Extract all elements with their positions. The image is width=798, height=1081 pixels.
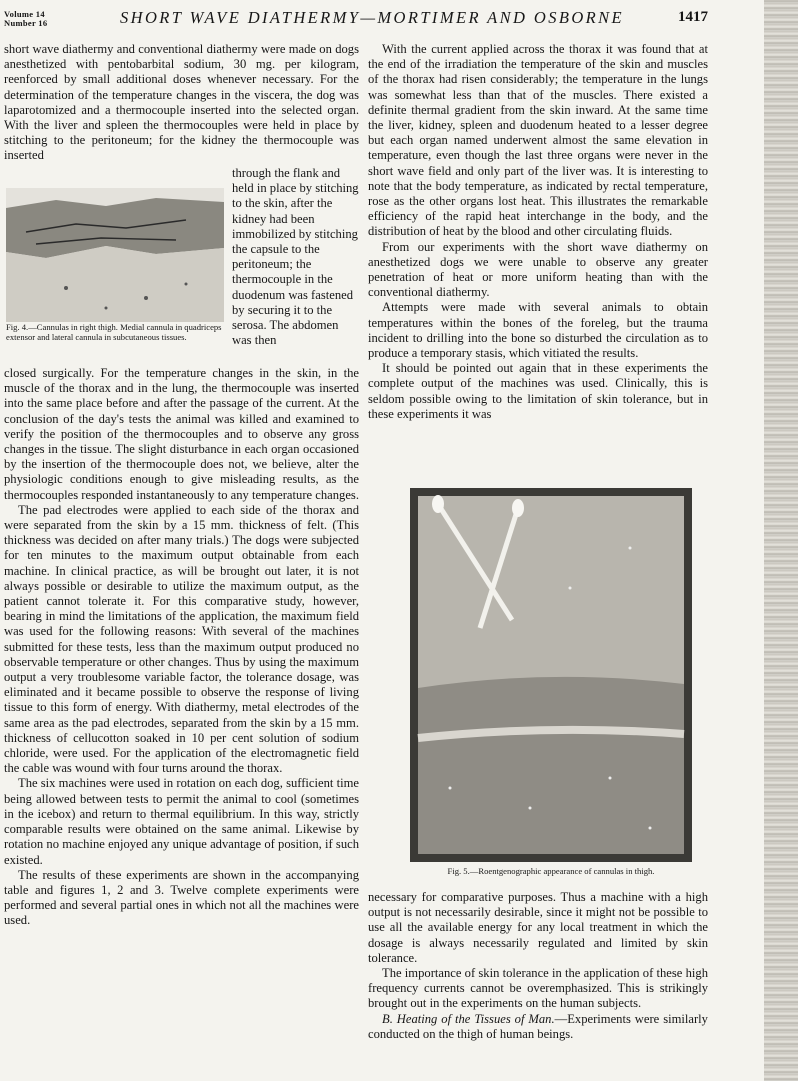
page-number: 1417 [678, 9, 708, 25]
volume-label [4, 10, 47, 28]
paragraph: With the current applied across the thorax it was found that at the end of the irradiation the temperature of the skin and muscles of the thorax had risen considerably; the temperature in the lungs was somewhat less than that of the muscles. There existed a definite thermal gradient from the skin inward. At the same time the liver, kidney, spleen and duodenum heated to a lesser degree but each organ named underwent almost the same elevation in temperature, even though the last three organs were never in the short wave field and only part of the liver was. It is interesting to note that the body temperature, as indicated by rectal temperature, rose as the other organs lost heat. This illustrates the remarkable efficiency of the rapid heat interchange in the body, and the distribution of heat by the blood and other circulating fluids. [368, 42, 708, 239]
paragraph: through the flank and held in place by stitching to the skin, after the kidney had been immobilized by stitching the capsule to the peritoneum; the thermocouple in the duodenum was fastened by securing it to the serosa. The abdomen was then [232, 166, 359, 348]
figure-5-caption: Fig. 5.—Roentgenographic appearance of cannulas in thigh. [447, 866, 655, 876]
paragraph: From our experiments with the short wave diathermy on anesthetized dogs we were unable to observe any greater penetration of heat or more uniform heating than with the conventional diathermy. [368, 239, 708, 300]
paragraph: It should be pointed out again that in these experiments the complete output of the machines was used. Clinically, this is seldom possible owing to the limitation of skin tolerance, but in these experiments it was [368, 361, 708, 421]
figure-5-image [410, 488, 692, 862]
figure-4-image [6, 188, 224, 322]
paragraph: The pad electrodes were applied to each side of the thorax and were separated from the skin by a 15 mm. thickness of felt. (This thickness was decided on after many trials.) The dogs were subjected for ten minutes to the maximum output obtainable from each machine. In clinical practice, as will be brought out later, it is not always possible or desirable to utilize the maximum output, as the patient cannot tolerate it. For this comparative study, however, bearing in mind the limitations of the application, the maximum field was used for the following reasons: With several of the machines submitted for these tests, less than the maximum output produced no observable temperature or other changes. Thus by using the maximum output a very troublesome variable factor, the tolerance dosage, was eliminated and it became possible to observe the response of living tissue to this form of energy. With diathermy, metal electrodes of the same area as the pad electrodes, separated from the skin by a 15 mm. thickness of cellucotton soaked in 10 per cent solution of sodium chloride, were used. For the application of the electromagnetic field the cable was wound with four turns around the thorax. [4, 502, 359, 776]
number-line: Number 16 [4, 18, 48, 28]
left-column-wrap [232, 166, 359, 348]
paragraph: The results of these experiments are shown in the accompanying table and figures 1, 2 and 3. Twelve complete experiments were performed and several partial ones in which not all the machines were used. [4, 867, 359, 928]
figure-4-drawing [6, 188, 224, 322]
paragraph: necessary for comparative purposes. Thus a machine with a high output is not necessarily desirable, since it might not be possible to use all the available energy for any local treatment in which the dosage is always necessarily regulated and limited by skin tolerance. [368, 890, 708, 965]
figure-4-caption: Fig. 4.—Cannulas in right thigh. Medial cannula in quadriceps extensor and lateral cannula in subcutaneous tissues. [6, 322, 222, 342]
right-column-bottom [368, 890, 708, 1042]
section-heading: B. Heating of the Tissues of Man. [382, 1011, 555, 1026]
volume-line: Volume 14 [4, 9, 45, 19]
page-edge-binding [764, 0, 798, 1081]
figure-5-drawing [410, 488, 692, 862]
paragraph: The importance of skin tolerance in the application of these high frequency currents cannot be overemphasized. This is strikingly brought out in the experiments on the human subjects. [368, 966, 708, 1011]
running-title: SHORT WAVE DIATHERMY—MORTIMER AND OSBORNE [120, 8, 625, 27]
paragraph [368, 1012, 708, 1042]
left-column-lower [4, 366, 359, 929]
left-column-top [4, 42, 359, 164]
right-column-top [368, 42, 708, 422]
paragraph: The six machines were used in rotation on each dog, sufficient time being allowed between tests to permit the animal to cool (sometimes in the icebox) and return to thermal equilibrium. In this way, strictly comparable results were obtained on the same animal. Likewise by rotation no machine enjoyed any unique advantage of position, if such existed. [4, 776, 359, 867]
paragraph-text: —Experiments were similarly conducted on the thigh of human beings. [368, 1011, 708, 1041]
paragraph: Attempts were made with several animals to obtain temperatures within the bones of the foreleg, but the trauma incident to drilling into the bone so disturbed the circulation as to produce a temporary stasis, which vitiated the results. [368, 300, 708, 361]
paragraph: closed surgically. For the temperature changes in the skin, in the muscle of the thorax and in the lung, the thermocouple was inserted into the same place before and after the passage of the current. At the conclusion of the day's tests the animal was killed and examined to verify the position of the thermocouples and to observe any gross changes in the tissue. The slight disturbance in each organ occasioned by the insertion of the thermocouple does not, we believe, alter the physiologic conditions enough to give misleading results, as the thermocouples responded instantaneously to any temperature changes. [4, 366, 359, 502]
paragraph: short wave diathermy and conventional diathermy were made on dogs anesthetized with pentobarbital sodium, 30 mg. per kilogram, reenforced by small additional doses whenever necessary. For the determination of the temperature changes in the viscera, the dog was laparotomized and a thermocouple inserted into the selected organ. With the liver and spleen the thermocouples were held in place by stitching to the peritoneum; for the kidney the thermocouple was inserted [4, 42, 359, 163]
